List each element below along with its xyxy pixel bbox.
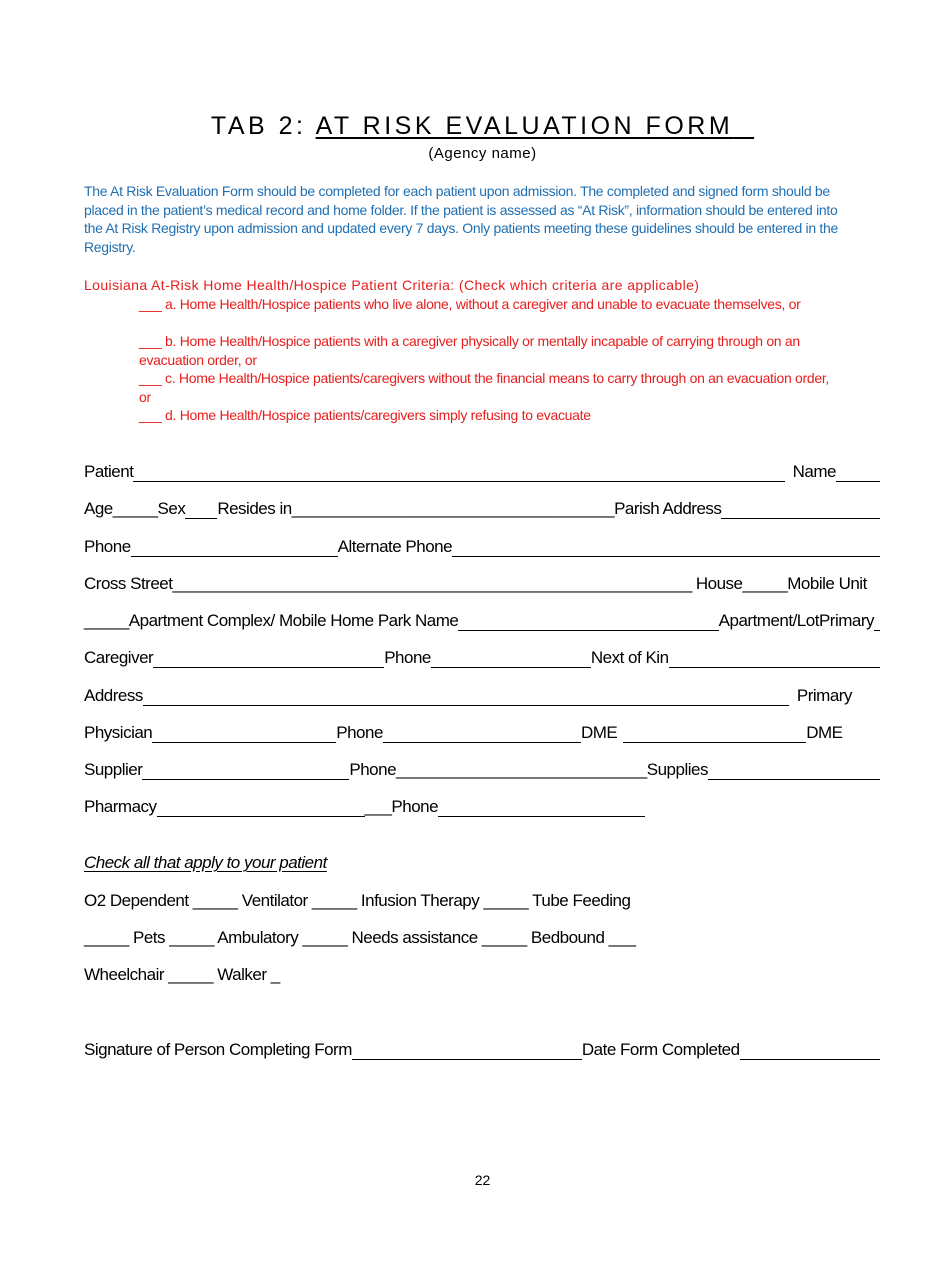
supplier-phone-field[interactable]: Phone____________________________ xyxy=(349,760,647,779)
caregiver-phone-label: Phone xyxy=(384,648,431,667)
patient-field[interactable] xyxy=(133,464,784,482)
mobile-unit-label: Mobile Unit xyxy=(787,574,867,593)
phone-label: Phone xyxy=(84,537,131,556)
supplies-field[interactable] xyxy=(708,762,880,780)
mobile-unit-field[interactable]: _____ xyxy=(84,611,129,630)
resides-in-field[interactable]: Resides in____________________________________ xyxy=(217,499,615,518)
title-prefix: TAB 2: xyxy=(210,112,316,140)
physician-label: Physician xyxy=(84,723,153,742)
row-pharmacy xyxy=(84,791,880,817)
supplies-label: Supplies xyxy=(646,760,708,779)
patient-label: Patient xyxy=(84,462,134,481)
physician-field[interactable] xyxy=(152,725,336,743)
address-label: Address xyxy=(84,686,143,705)
row-supplier xyxy=(84,754,880,780)
pharmacy-phone-label: Phone xyxy=(391,797,439,816)
criteria-item-c[interactable]: ___ c. Home Health/Hospice patients/caregivers without the financial means to carry through on an evacuation order, or xyxy=(139,370,830,405)
criteria-item-d[interactable]: ___ d. Home Health/Hospice patients/caregivers simply refusing to evacuate xyxy=(139,407,591,423)
criteria-item-a[interactable]: ___ a. Home Health/Hospice patients who live alone, without a caregiver and unable to evacuate themselves, or xyxy=(139,296,801,312)
parish-address-field[interactable] xyxy=(721,501,880,519)
dme-field[interactable] xyxy=(623,725,806,743)
row-caregiver xyxy=(84,642,880,668)
date-completed-label: Date Form Completed xyxy=(581,1040,740,1059)
physician-phone-label: Phone xyxy=(336,723,383,742)
phone-field[interactable] xyxy=(131,539,338,557)
caregiver-phone-field[interactable] xyxy=(431,650,591,668)
cross-street-field[interactable]: Cross Street__________________________________________________________ xyxy=(84,574,692,593)
checklist-heading-row xyxy=(84,847,880,873)
page-number: 22 xyxy=(474,1172,491,1188)
dme-label: DME xyxy=(580,723,618,742)
supplier-label: Supplier xyxy=(84,760,143,779)
apartment-complex-field[interactable] xyxy=(458,613,718,631)
sex-field[interactable] xyxy=(185,501,217,519)
intro-paragraph: The At Risk Evaluation Form should be completed for each patient upon admission. The completed and signed form should be placed in the patient’s medical record and home folder. If the patient is assessed as “At Risk”, information should be entered into the At Risk Registry upon admission and updated every 7 days. Only patients meeting these guidelines should be entered in the Registry. xyxy=(84,183,838,255)
sex-label: Sex xyxy=(157,499,186,518)
supplier-field[interactable] xyxy=(142,762,349,780)
apartment-complex-label: Apartment Complex/ Mobile Home Park Name xyxy=(128,611,459,630)
name-label: Name xyxy=(792,462,836,481)
age-field[interactable]: Age_____ xyxy=(84,499,158,518)
apartment-lot-label: Apartment/Lot xyxy=(718,611,819,630)
alternate-phone-field[interactable] xyxy=(452,539,880,557)
row-phone xyxy=(84,531,880,557)
primary-label-1: Primary xyxy=(818,611,874,630)
primary-label-2: Primary xyxy=(796,686,852,705)
title-underline-tail xyxy=(733,112,754,140)
next-of-kin-label: Next of Kin xyxy=(590,648,669,667)
agency-name: (Agency name) xyxy=(428,145,537,162)
checklist-line-1[interactable]: O2 Dependent _____ Ventilator _____ Infusion Therapy _____ Tube Feeding xyxy=(84,891,631,910)
row-age xyxy=(84,493,880,519)
physician-phone-field[interactable] xyxy=(383,725,581,743)
alternate-phone-label: Alternate Phone xyxy=(337,537,453,556)
apartment-lot-field[interactable] xyxy=(874,613,880,631)
dme-label-2: DME xyxy=(806,723,843,742)
checklist-heading: Check all that apply to your patient xyxy=(84,853,327,872)
row-cross-street xyxy=(84,568,880,594)
pharmacy-phone-field[interactable] xyxy=(438,799,645,817)
signature-field[interactable] xyxy=(352,1042,582,1060)
name-field[interactable] xyxy=(836,464,880,482)
next-of-kin-field[interactable] xyxy=(669,650,880,668)
date-completed-field[interactable] xyxy=(740,1042,880,1060)
title-text: AT RISK EVALUATION FORM xyxy=(315,112,734,140)
pharmacy-label: Pharmacy xyxy=(84,797,157,816)
row-apartment xyxy=(84,605,880,631)
address-field[interactable] xyxy=(143,688,789,706)
row-physician xyxy=(84,717,880,743)
caregiver-field[interactable] xyxy=(153,650,384,668)
pharmacy-blank[interactable]: ___ xyxy=(364,797,392,816)
caregiver-label: Caregiver xyxy=(84,648,154,667)
parish-address-label: Parish Address xyxy=(614,499,722,518)
row-signature xyxy=(84,1034,880,1060)
row-address xyxy=(84,680,880,706)
pharmacy-field[interactable] xyxy=(157,799,365,817)
checklist-line-3[interactable]: Wheelchair _____ Walker _ xyxy=(84,965,280,984)
checklist-line-2[interactable]: _____ Pets _____ Ambulatory _____ Needs assistance _____ Bedbound ___ xyxy=(84,928,636,947)
signature-label: Signature of Person Completing Form xyxy=(84,1040,352,1059)
house-field[interactable]: House_____ xyxy=(695,574,788,593)
form-title xyxy=(0,112,950,141)
row-patient xyxy=(84,456,880,482)
criteria-item-b[interactable]: ___ b. Home Health/Hospice patients with a caregiver physically or mentally incapable of carrying through on an evacuation order, or xyxy=(139,333,800,368)
criteria-heading: Louisiana At-Risk Home Health/Hospice Patient Criteria: (Check which criteria are applicable) xyxy=(84,277,700,293)
